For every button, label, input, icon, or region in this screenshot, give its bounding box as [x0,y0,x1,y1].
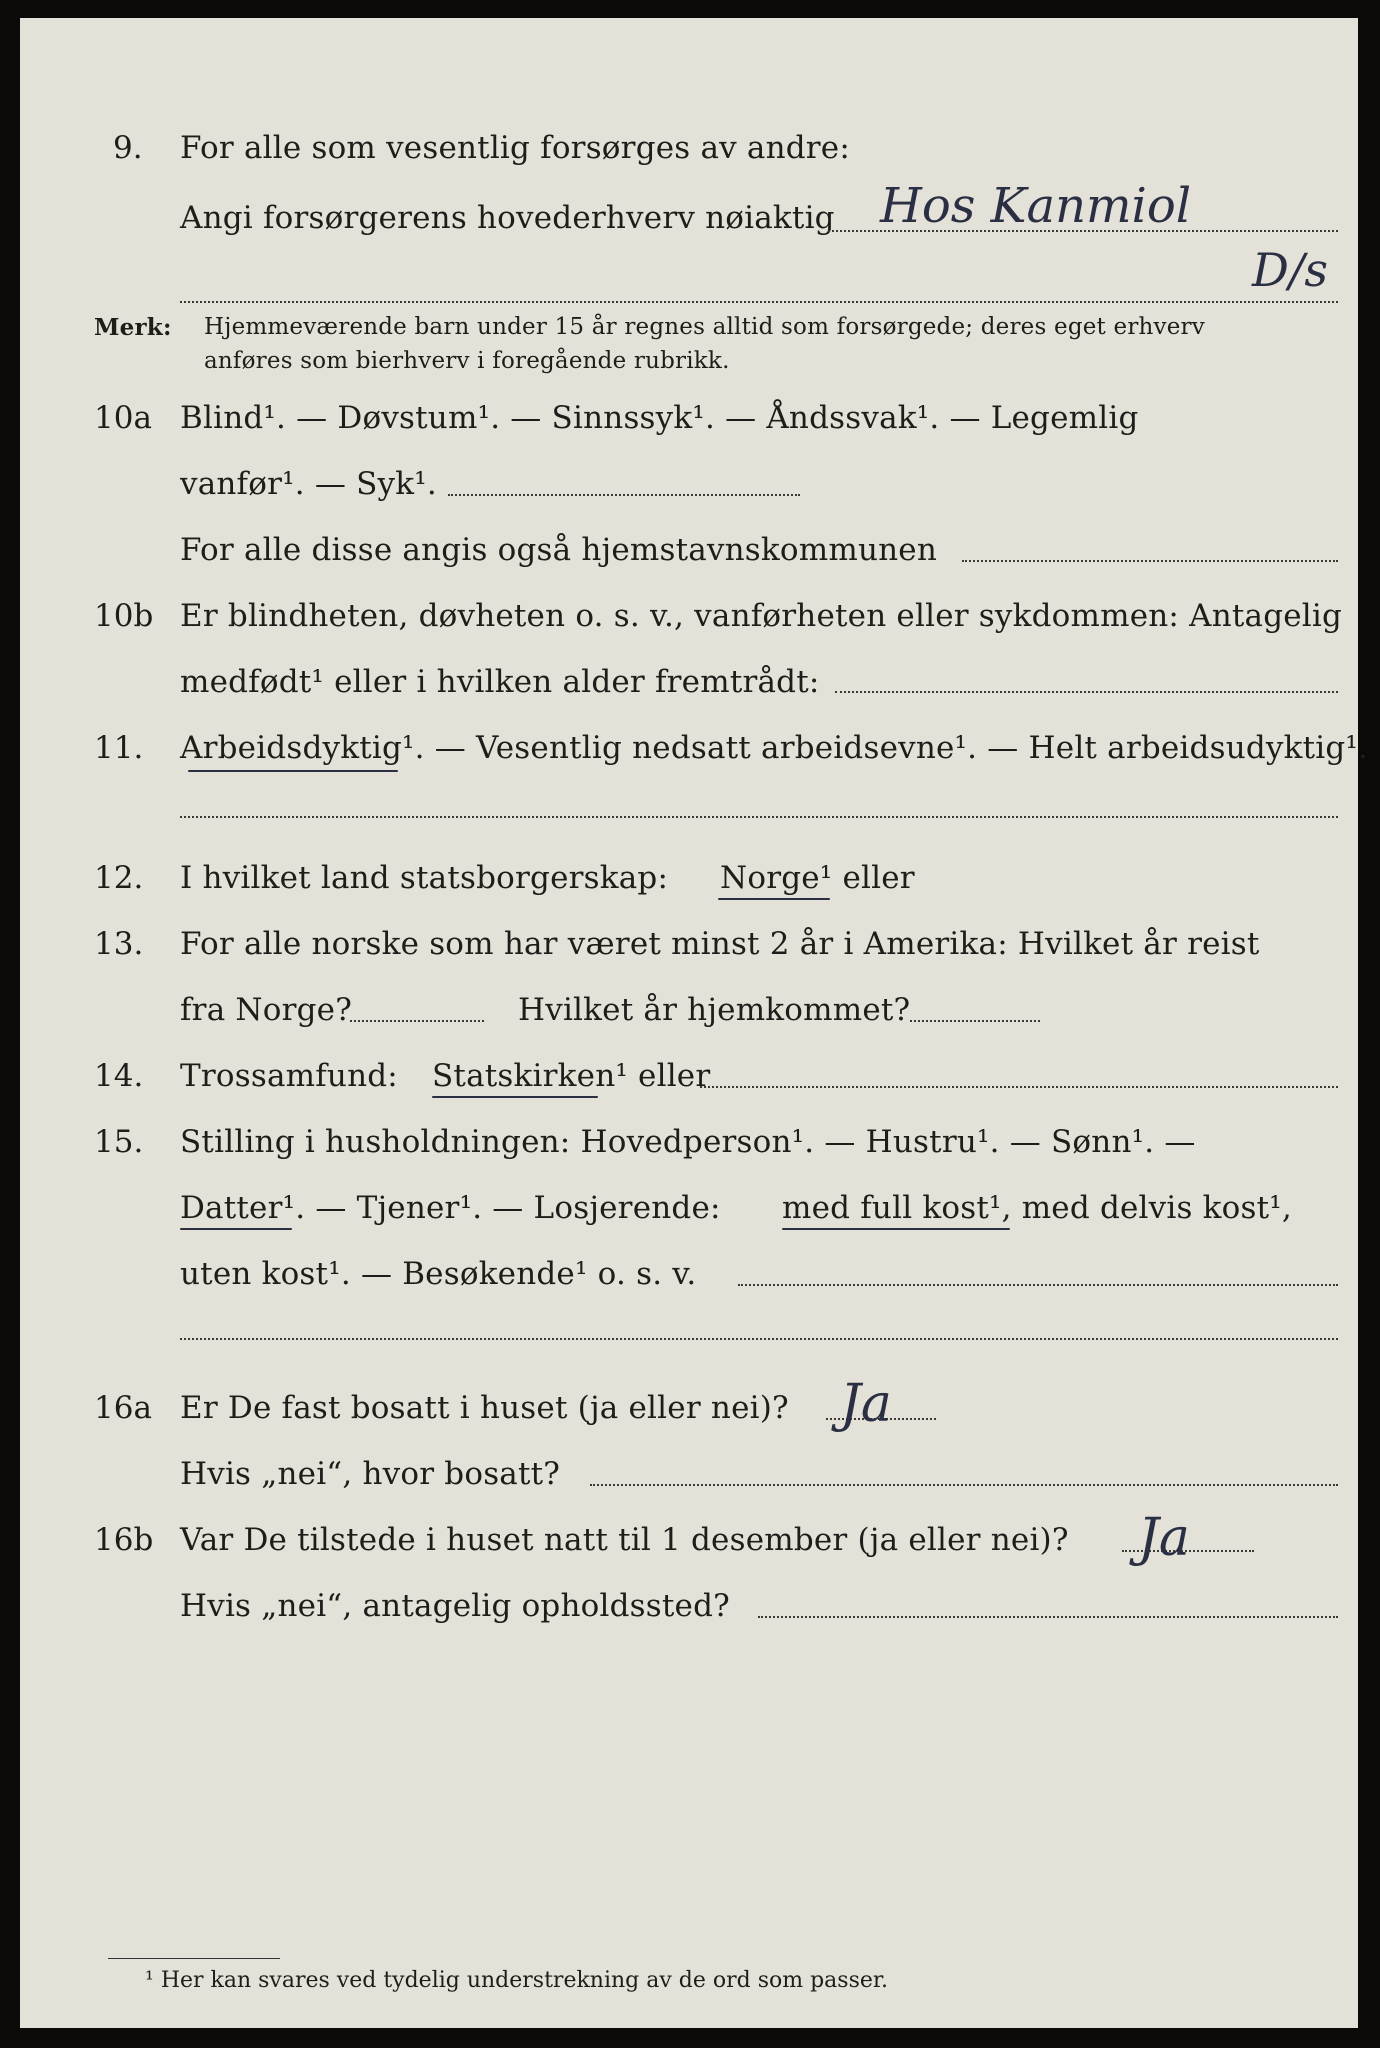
q15-line2b: med full kost¹, med delvis kost¹, [782,1190,1292,1226]
q9-second-line[interactable] [180,301,1338,303]
q9-line2: Angi forsørgerens hovederhverv nøiaktig [180,200,835,236]
q16b-number: 16b [94,1522,154,1558]
q16a-handwritten-answer: Ja [840,1374,892,1434]
merk-line1: Hjemmeværende barn under 15 år regnes alltid som forsørgede; deres eget erhverv [204,314,1205,340]
q14-line1a: Trossamfund: [180,1058,398,1094]
q13-line2a: fra Norge? [180,992,353,1028]
q10b-line2: medfødt¹ eller i hvilken alder fremtrådt: [180,664,820,700]
q16a-line2: Hvis „nei“, hvor bosatt? [180,1456,561,1492]
q9-handwritten-answer: Hos Kanmiol [880,178,1192,234]
q12-underline-norge [718,898,830,900]
q16a-bosatt-line[interactable] [590,1484,1338,1486]
q13-line2b: Hvilket år hjemkommet? [518,992,911,1028]
q14-answer-line[interactable] [700,1086,1338,1088]
q10b-answer-line[interactable] [835,691,1338,693]
q11-number: 11. [94,730,144,766]
q16a-number: 16a [94,1390,152,1426]
q15-number: 15. [94,1124,144,1160]
q11-underline-arbeidsdyktig [188,770,398,772]
q15-second-line[interactable] [180,1338,1338,1340]
q14-underline-statskirken [432,1096,598,1098]
q16b-opholdssted-line[interactable] [758,1616,1338,1618]
q15-answer-line[interactable] [738,1284,1338,1286]
q15-line2a: Datter¹. — Tjener¹. — Losjerende: [180,1190,721,1226]
q13-hjemkommet-line[interactable] [910,1020,1040,1022]
q16b-handwritten-answer: Ja [1138,1508,1190,1568]
merk-line2: anføres som bierhverv i foregående rubrikk. [204,348,730,374]
q16a-line1: Er De fast bosatt i huset (ja eller nei)? [180,1390,789,1426]
q11-answer-line[interactable] [180,816,1338,818]
q15-line1: Stilling i husholdningen: Hovedperson¹. — Hustru¹. — Sønn¹. — [180,1124,1196,1160]
q15-line3: uten kost¹. — Besøkende¹ o. s. v. [180,1256,697,1292]
q11-line1: Arbeidsdyktig¹. — Vesentlig nedsatt arbeidsevne¹. — Helt arbeidsudyktig¹. [180,730,1369,766]
q9-number: 9. [113,130,143,166]
census-form-page [20,18,1369,2028]
q16b-line1: Var De tilstede i huset natt til 1 desember (ja eller nei)? [180,1522,1069,1558]
q12-number: 12. [94,860,144,896]
q13-number: 13. [94,926,144,962]
q14-number: 14. [94,1058,144,1094]
q10a-line3: For alle disse angis også hjemstavnskommunen [180,532,937,568]
q9-line1: For alle som vesentlig forsørges av andre: [180,130,850,166]
q10a-line2: vanfør¹. — Syk¹. [180,466,437,502]
q15-underline-datter [180,1228,292,1230]
q10a-hjemstavn-line[interactable] [962,560,1338,562]
q15-underline-full-kost [782,1228,1010,1230]
footnote: ¹ Her kan svares ved tydelig understrekning av de ord som passer. [145,1968,888,1993]
q10a-line1: Blind¹. — Døvstum¹. — Sinnssyk¹. — Åndssvak¹. — Legemlig [180,400,1139,436]
q9-handwritten-answer2: D/s [1252,243,1328,297]
q13-reist-line[interactable] [350,1020,484,1022]
merk-label: Merk: [94,314,172,341]
q14-line1b: Statskirken¹ eller [432,1058,711,1094]
q10a-syk-line[interactable] [448,494,800,496]
q10b-line1: Er blindheten, døvheten o. s. v., vanførheten eller sykdommen: Antagelig [180,598,1343,634]
q16b-line2: Hvis „nei“, antagelig opholdssted? [180,1588,730,1624]
footnote-rule [108,1958,280,1959]
q13-line1: For alle norske som har været minst 2 år i Amerika: Hvilket år reist [180,926,1260,962]
q12-line1a: I hvilket land statsborgerskap: [180,860,669,896]
q10b-number: 10b [94,598,154,634]
q10a-number: 10a [94,400,152,436]
q12-line1b: Norge¹ eller [720,860,915,896]
